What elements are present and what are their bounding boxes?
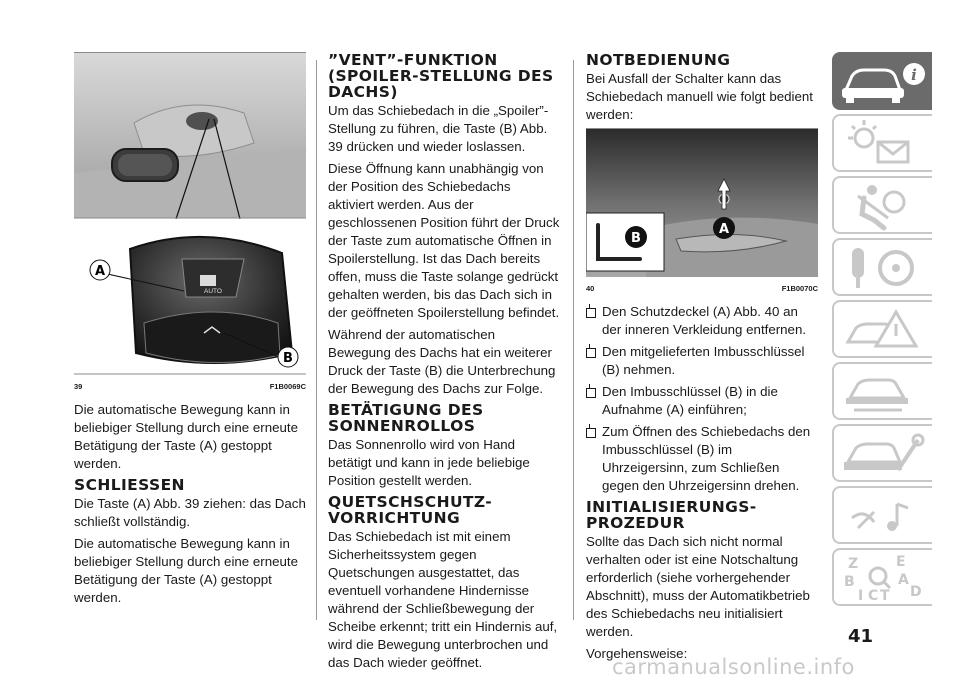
heading-initialisierung: INITIALISIERUNGS-PROZEDUR bbox=[586, 498, 757, 532]
fig40-label-b: B bbox=[631, 231, 641, 246]
bullet-item bbox=[586, 303, 818, 339]
alphabet-index-icon bbox=[834, 550, 932, 604]
airbag-seat-icon bbox=[834, 178, 932, 232]
index-letter-e: E bbox=[896, 554, 906, 570]
bullet-text-4: Zum Öffnen des Schiebedachs den Imbusschlüssel (B) im Uhrzeigersinn, zum Schließen gegen den Uhrzeigersinn drehen. bbox=[602, 424, 811, 493]
column-3 bbox=[586, 52, 818, 667]
heading-schliessen: SCHLIESSEN bbox=[74, 476, 185, 494]
bullet-text-2: Den mitgelieferten Imbusschlüssel (B) nehmen. bbox=[602, 344, 805, 377]
figure-40-code: F1B0070C bbox=[781, 284, 818, 293]
heading-notbedienung: NOTBEDIENUNG bbox=[586, 51, 731, 69]
heading-vent-funktion: ”VENT”-FUNKTION (SPOILER-STELLUNG DES DACHS) bbox=[328, 51, 554, 101]
index-letter-b: B bbox=[844, 574, 855, 590]
car-lift-icon bbox=[834, 364, 932, 418]
tab-driving[interactable] bbox=[832, 238, 932, 296]
warning-triangle-car-icon bbox=[834, 302, 932, 356]
col1-paragraph-1: Die automatische Bewegung kann in beliebiger Stellung durch eine erneute Betätigung der Taste (A) gestoppt werden. bbox=[74, 402, 298, 471]
step-bullet-icon bbox=[586, 388, 596, 398]
music-satellite-icon bbox=[834, 488, 932, 542]
figure-39 bbox=[74, 52, 306, 380]
tab-safety[interactable] bbox=[832, 176, 932, 234]
figure-40-number: 40 bbox=[586, 284, 595, 293]
fig39-auto-label: AUTO bbox=[204, 288, 222, 295]
watermark: carmanualsonline.info bbox=[612, 655, 855, 679]
tab-vehicle-info[interactable] bbox=[832, 52, 932, 110]
column-1 bbox=[74, 52, 306, 611]
figure-39-code: F1B0069C bbox=[269, 382, 306, 391]
bullet-item bbox=[586, 383, 818, 419]
step-bullet-icon bbox=[586, 308, 596, 318]
col2-paragraph-4: Das Sonnenrollo wird von Hand betätigt und kann in jede beliebige Position gestellt werden. bbox=[328, 437, 530, 488]
fig39-label-b: B bbox=[283, 351, 293, 366]
bullet-text-1: Den Schutzdeckel (A) Abb. 40 an der inneren Verkleidung entfernen. bbox=[602, 304, 807, 337]
page-number: 41 bbox=[848, 626, 874, 647]
sun-envelope-icon bbox=[834, 116, 932, 170]
index-letter-t: T bbox=[880, 588, 890, 604]
tab-index[interactable] bbox=[832, 548, 932, 606]
tab-multimedia[interactable] bbox=[832, 486, 932, 544]
tab-warning-lights[interactable] bbox=[832, 114, 932, 172]
column-divider-1 bbox=[316, 60, 317, 620]
col1-paragraph-3: Die automatische Bewegung kann in beliebiger Stellung durch eine erneute Betätigung der Taste (A) gestoppt werden. bbox=[74, 536, 298, 605]
info-glyph: i bbox=[911, 66, 917, 84]
col3-paragraph-3: Vorgehensweise: bbox=[586, 646, 688, 661]
fig40-label-a: A bbox=[718, 222, 730, 237]
index-letter-d: D bbox=[910, 584, 922, 600]
figure-40-illustration bbox=[586, 129, 818, 277]
figure-40-caption bbox=[586, 284, 818, 293]
bullet-item bbox=[586, 343, 818, 379]
magnifier-icon bbox=[870, 568, 886, 584]
col3-paragraph-2: Sollte das Dach sich nicht normal verhalten oder ist eine Notschaltung erforderlich (siehe vorhergehender Abschnitt), muss der Automatikbetrieb des Schiebedachs neu initialisiert werden. bbox=[586, 534, 810, 639]
col2-paragraph-1: Um das Schiebedach in die „Spoiler”-Stellung zu führen, die Taste (B) Abb. 39 drücken und wieder loslassen. bbox=[328, 103, 549, 154]
chapter-tabs bbox=[832, 52, 932, 610]
bullet-item bbox=[586, 423, 818, 495]
index-letter-a: A bbox=[898, 572, 909, 588]
figure-39-number: 39 bbox=[74, 382, 83, 391]
bullet-text-3: Den Imbusschlüssel (B) in die Aufnahme (A) einführen; bbox=[602, 384, 778, 417]
col2-paragraph-2: Diese Öffnung kann unabhängig von der Position des Schiebedachs aktiviert werden. Aus der geschlossenen Position führt der Druck der Taste zum automatische Öffnen in Spoilerstellung. Ist das Dach bereits offen, muss die Taste solange gedrückt gehalten werden, bis das Dach sich in der geöffneten Spoilerstellung befindet. bbox=[328, 161, 560, 320]
col2-paragraph-3: Während der automatischen Bewegung des Dachs hat ein weiterer Druck der Taste (B) die Unterbrechung der Bewegung des Dachs zur Folge. bbox=[328, 327, 556, 396]
step-bullet-icon bbox=[586, 428, 596, 438]
column-divider-2 bbox=[573, 60, 574, 620]
index-letter-z: Z bbox=[848, 556, 859, 572]
heading-quetschschutz: QUETSCHSCHUTZ-VORRICHTUNG bbox=[328, 493, 493, 527]
fig39-label-a: A bbox=[94, 264, 106, 279]
tab-technical-data[interactable] bbox=[832, 424, 932, 482]
car-info-icon bbox=[832, 52, 932, 110]
step-bullet-icon bbox=[586, 348, 596, 358]
index-letter-c: C bbox=[868, 588, 879, 604]
tab-maintenance[interactable] bbox=[832, 362, 932, 420]
column-2 bbox=[328, 52, 560, 676]
col3-paragraph-1: Bei Ausfall der Schalter kann das Schiebedach manuell wie folgt bedient werden: bbox=[586, 71, 813, 122]
col1-paragraph-2: Die Taste (A) Abb. 39 ziehen: das Dach schließt vollständig. bbox=[74, 496, 306, 529]
car-wrench-icon bbox=[834, 426, 932, 480]
figure-39-illustration bbox=[74, 53, 306, 375]
tab-emergency[interactable] bbox=[832, 300, 932, 358]
col2-paragraph-5: Das Schiebedach ist mit einem Sicherheitssystem gegen Quetschungen ausgestattet, das eventuell vorhandene Hindernisse während der Schließbewegung der Scheibe erkennt; tritt ein Hindernis auf, wird die Bewegung unterbrochen und das Dach wieder geöffnet. bbox=[328, 529, 558, 670]
figure-40 bbox=[586, 128, 818, 282]
key-steering-wheel-icon bbox=[834, 240, 932, 294]
index-letter-i: I bbox=[858, 588, 864, 604]
heading-betaetigung-sonnenrollo: BETÄTIGUNG DES SONNENROLLOS bbox=[328, 401, 484, 435]
figure-39-caption bbox=[74, 382, 306, 391]
